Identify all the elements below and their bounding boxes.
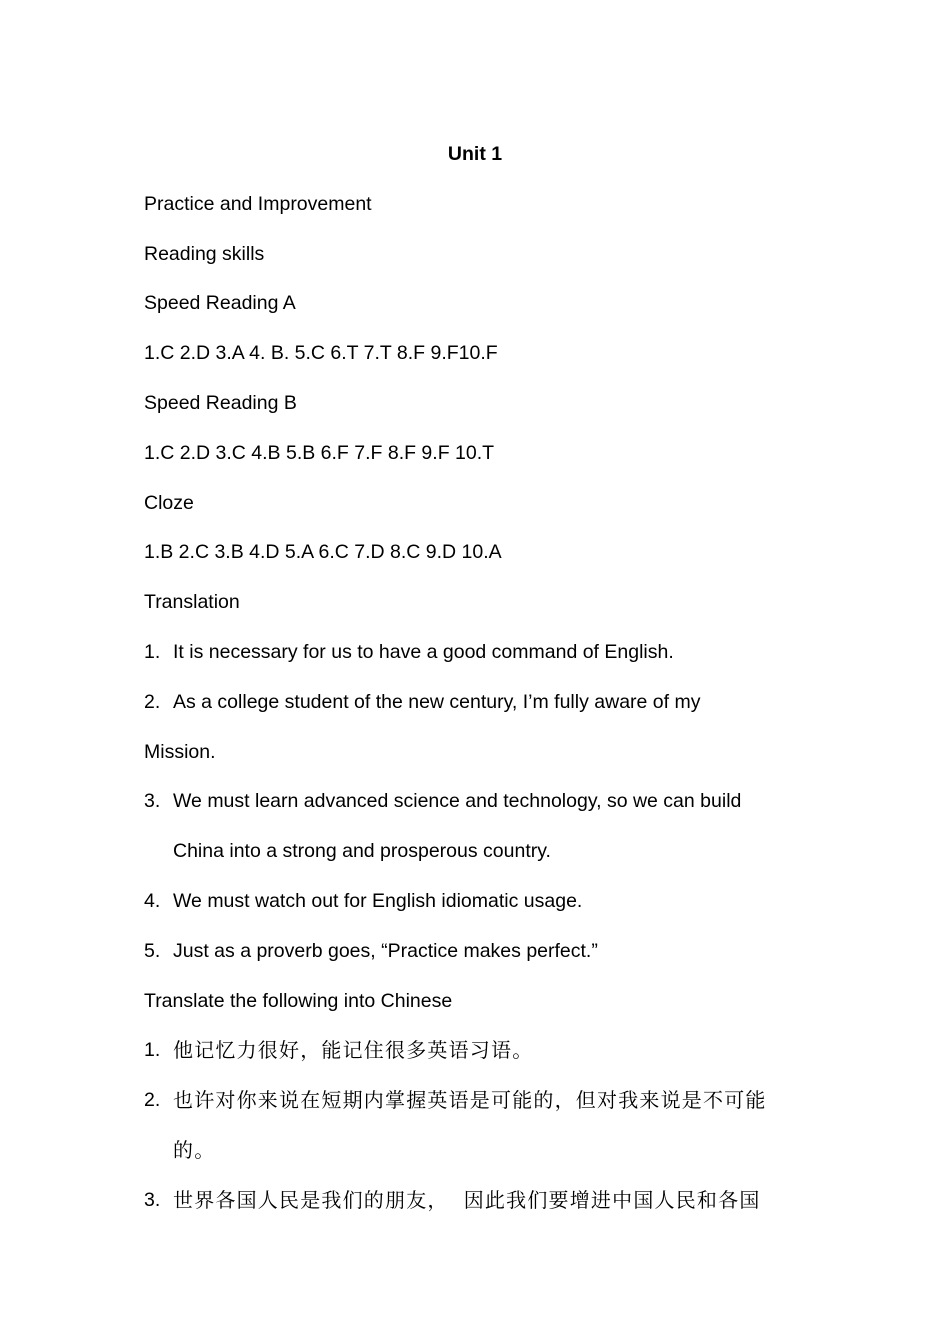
item-number: 2.	[144, 690, 161, 713]
translation-item-3	[144, 777, 806, 827]
item-number: 4.	[144, 889, 161, 912]
speed-reading-b-answers: 1.C 2.D 3.C 4.B 5.B 6.F 7.F 8.F 9.F 10.T	[144, 441, 495, 464]
speed-reading-a-answers: 1.C 2.D 3.A 4. B. 5.C 6.T 7.T 8.F 9.F10.F	[144, 342, 498, 365]
item-text: It is necessary for us to have a good command of English.	[173, 640, 674, 663]
speed-reading-b-heading: Speed Reading B	[144, 391, 297, 414]
item-number: 3.	[144, 1188, 161, 1211]
item-text: 世界各国人民是我们的朋友， 因此我们要增进中国人民和各国	[173, 1187, 761, 1212]
item-text: As a college student of the new century, I’m fully aware of my	[173, 690, 701, 713]
section-heading: Practice and Improvement	[144, 192, 372, 215]
reading-skills-heading: Reading skills	[144, 242, 265, 265]
translation-item-5	[144, 927, 806, 977]
item-text: We must learn advanced science and technology, so we can build	[173, 790, 742, 813]
translation-item-3-line-2	[144, 827, 806, 877]
item-number: 1.	[144, 1039, 161, 1062]
translation-item-1	[144, 628, 806, 678]
translation-item-4	[144, 877, 806, 927]
cloze-heading: Cloze	[144, 491, 194, 514]
document-page	[144, 130, 806, 1226]
translation-item-2-continuation: Mission.	[144, 740, 216, 763]
cloze-answers: 1.B 2.C 3.B 4.D 5.A 6.C 7.D 8.C 9.D 10.A	[144, 541, 502, 564]
item-number: 2.	[144, 1089, 161, 1112]
item-text: Just as a proverb goes, “Practice makes perfect.”	[173, 939, 598, 962]
chinese-item-2-line-2	[144, 1126, 806, 1176]
translation-heading: Translation	[144, 591, 240, 614]
chinese-item-3	[144, 1176, 806, 1226]
item-text: China into a strong and prosperous country.	[173, 840, 551, 863]
to-chinese-heading: Translate the following into Chinese	[144, 989, 453, 1012]
item-text: We must watch out for English idiomatic usage.	[173, 889, 583, 912]
chinese-item-1	[144, 1026, 806, 1076]
chinese-item-2	[144, 1076, 806, 1126]
translation-item-2	[144, 678, 806, 728]
item-text: 他记忆力很好，能记住很多英语习语。	[173, 1038, 534, 1063]
item-number: 5.	[144, 939, 161, 962]
item-number: 3.	[144, 790, 161, 813]
item-text: 的。	[173, 1137, 216, 1162]
unit-title: Unit 1	[447, 143, 503, 165]
item-number: 1.	[144, 640, 161, 663]
speed-reading-a-heading: Speed Reading A	[144, 292, 296, 315]
item-text: 也许对你来说在短期内掌握英语是可能的，但对我来说是不可能	[173, 1088, 767, 1113]
